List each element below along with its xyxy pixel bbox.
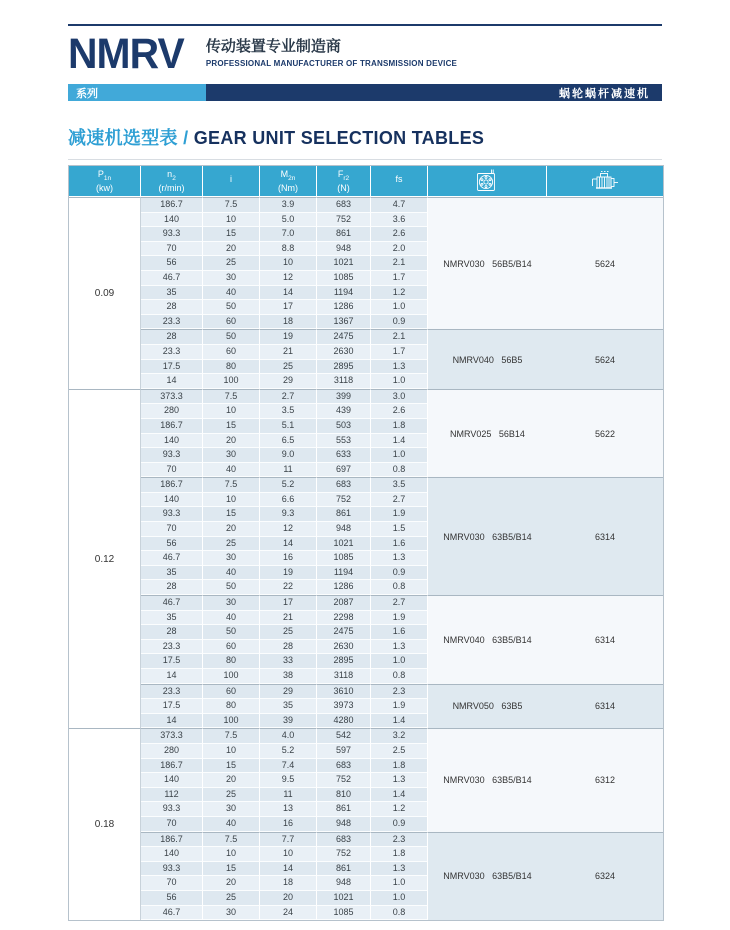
torque-cell: 14 — [260, 862, 317, 877]
speed-cell: 14 — [141, 714, 203, 729]
torque-cell: 8.8 — [260, 242, 317, 257]
ratio-cell: 30 — [203, 802, 260, 817]
speed-cell: 93.3 — [141, 802, 203, 817]
ratio-cell: 7.5 — [203, 728, 260, 744]
torque-cell: 5.1 — [260, 419, 317, 434]
torque-cell: 12 — [260, 522, 317, 537]
gearbox-model-cell: NMRV030 63B5/B14 — [428, 832, 547, 921]
torque-cell: 14 — [260, 286, 317, 301]
torque-cell: 5.0 — [260, 213, 317, 228]
brand-logo: NMRV — [68, 30, 184, 78]
brand-taglines — [206, 31, 457, 68]
radial-load-cell: 948 — [317, 522, 371, 537]
speed-cell: 46.7 — [141, 551, 203, 566]
radial-load-cell: 1085 — [317, 271, 371, 286]
radial-load-cell: 2087 — [317, 595, 371, 611]
speed-cell: 140 — [141, 213, 203, 228]
speed-cell: 46.7 — [141, 595, 203, 611]
radial-load-cell: 752 — [317, 493, 371, 508]
service-factor-cell: 2.7 — [371, 493, 428, 508]
torque-cell: 5.2 — [260, 744, 317, 759]
torque-cell: 6.6 — [260, 493, 317, 508]
ratio-cell: 25 — [203, 891, 260, 906]
service-factor-cell: 4.7 — [371, 197, 428, 213]
torque-cell: 21 — [260, 345, 317, 360]
ratio-cell: 7.5 — [203, 832, 260, 848]
gear-unit-selection-table — [68, 165, 664, 921]
radial-load-cell: 439 — [317, 404, 371, 419]
radial-load-cell: 553 — [317, 434, 371, 449]
torque-cell: 13 — [260, 802, 317, 817]
radial-load-cell: 633 — [317, 448, 371, 463]
speed-cell: 23.3 — [141, 684, 203, 700]
series-bar — [68, 84, 662, 101]
ratio-cell: 10 — [203, 744, 260, 759]
col-header-speed: $n_2$ (r/min) — [141, 166, 203, 197]
ratio-cell: 50 — [203, 329, 260, 345]
series-product-label: 蜗轮蜗杆减速机 — [206, 84, 662, 101]
torque-cell: 12 — [260, 271, 317, 286]
radial-load-cell: 3610 — [317, 684, 371, 700]
ratio-cell: 40 — [203, 817, 260, 832]
ratio-cell: 7.5 — [203, 477, 260, 493]
service-factor-cell: 1.0 — [371, 654, 428, 669]
speed-cell: 56 — [141, 891, 203, 906]
radial-load-cell: 861 — [317, 802, 371, 817]
tagline-en: PROFESSIONAL MANUFACTURER OF TRANSMISSION DEVICE — [205, 59, 458, 68]
torque-cell: 38 — [260, 669, 317, 684]
ratio-cell: 40 — [203, 611, 260, 626]
service-factor-cell: 3.0 — [371, 389, 428, 405]
speed-cell: 28 — [141, 625, 203, 640]
torque-cell: 2.7 — [260, 389, 317, 405]
speed-cell: 23.3 — [141, 315, 203, 330]
torque-cell: 22 — [260, 580, 317, 595]
radial-load-cell: 948 — [317, 817, 371, 832]
service-factor-cell: 2.1 — [371, 329, 428, 345]
service-factor-cell: 1.8 — [371, 419, 428, 434]
service-factor-cell: 0.8 — [371, 669, 428, 684]
speed-cell: 112 — [141, 788, 203, 803]
service-factor-cell: 0.8 — [371, 906, 428, 921]
radial-load-cell: 1194 — [317, 566, 371, 581]
page-title-cn: 减速机选型表 — [68, 128, 178, 148]
speed-cell: 140 — [141, 847, 203, 862]
ratio-cell: 80 — [203, 360, 260, 375]
speed-cell: 373.3 — [141, 389, 203, 405]
radial-load-cell: 752 — [317, 213, 371, 228]
table-row — [69, 595, 663, 611]
torque-cell: 7.4 — [260, 759, 317, 774]
service-factor-cell: 1.3 — [371, 773, 428, 788]
page-title: 减速机选型表 / GEAR UNIT SELECTION TABLES — [68, 124, 662, 160]
ratio-cell: 25 — [203, 537, 260, 552]
radial-load-cell: 2475 — [317, 329, 371, 345]
motor-code-cell: 6312 — [547, 728, 663, 831]
service-factor-cell: 1.3 — [371, 551, 428, 566]
ratio-cell: 40 — [203, 463, 260, 478]
service-factor-cell: 3.5 — [371, 477, 428, 493]
service-factor-cell: 3.2 — [371, 728, 428, 744]
service-factor-cell: 1.4 — [371, 714, 428, 729]
table-row — [69, 832, 663, 848]
torque-cell: 20 — [260, 891, 317, 906]
table-row — [69, 477, 663, 493]
radial-load-cell: 948 — [317, 876, 371, 891]
ratio-cell: 80 — [203, 654, 260, 669]
ratio-cell: 10 — [203, 213, 260, 228]
radial-load-cell: 861 — [317, 227, 371, 242]
torque-cell: 24 — [260, 906, 317, 921]
torque-cell: 18 — [260, 876, 317, 891]
col-header-ratio: i — [203, 166, 260, 197]
torque-cell: 4.0 — [260, 728, 317, 744]
radial-load-cell: 861 — [317, 507, 371, 522]
ratio-cell: 25 — [203, 788, 260, 803]
service-factor-cell: 2.1 — [371, 256, 428, 271]
service-factor-cell: 1.8 — [371, 847, 428, 862]
torque-cell: 9.0 — [260, 448, 317, 463]
speed-cell: 35 — [141, 611, 203, 626]
service-factor-cell: 1.5 — [371, 522, 428, 537]
speed-cell: 186.7 — [141, 759, 203, 774]
torque-cell: 16 — [260, 817, 317, 832]
torque-cell: 7.7 — [260, 832, 317, 848]
radial-load-cell: 2298 — [317, 611, 371, 626]
speed-cell: 70 — [141, 522, 203, 537]
service-factor-cell: 1.0 — [371, 891, 428, 906]
service-factor-cell: 2.3 — [371, 684, 428, 700]
tagline-cn: 传动装置专业制造商 — [205, 38, 341, 55]
ratio-cell: 40 — [203, 566, 260, 581]
service-factor-cell: 1.7 — [371, 271, 428, 286]
radial-load-cell: 597 — [317, 744, 371, 759]
ratio-cell: 30 — [203, 271, 260, 286]
radial-load-cell: 2895 — [317, 360, 371, 375]
radial-load-cell: 4280 — [317, 714, 371, 729]
speed-cell: 35 — [141, 286, 203, 301]
service-factor-cell: 2.7 — [371, 595, 428, 611]
ratio-cell: 30 — [203, 551, 260, 566]
radial-load-cell: 3973 — [317, 699, 371, 714]
motor-code-cell: 6314 — [547, 684, 663, 729]
radial-load-cell: 1286 — [317, 300, 371, 315]
power-cell: 0.18 — [69, 728, 141, 920]
ratio-cell: 60 — [203, 684, 260, 700]
service-factor-cell: 2.6 — [371, 227, 428, 242]
speed-cell: 46.7 — [141, 906, 203, 921]
ratio-cell: 10 — [203, 404, 260, 419]
service-factor-cell: 2.6 — [371, 404, 428, 419]
table-row — [69, 389, 663, 405]
col-header-gearbox — [428, 166, 547, 197]
speed-cell: 140 — [141, 434, 203, 449]
radial-load-cell: 2630 — [317, 345, 371, 360]
speed-cell: 17.5 — [141, 360, 203, 375]
radial-load-cell: 2475 — [317, 625, 371, 640]
torque-cell: 29 — [260, 684, 317, 700]
speed-cell: 46.7 — [141, 271, 203, 286]
torque-cell: 5.2 — [260, 477, 317, 493]
power-cell: 0.12 — [69, 389, 141, 729]
radial-load-cell: 1021 — [317, 891, 371, 906]
gearbox-model-cell: NMRV050 63B5 — [428, 684, 547, 729]
speed-cell: 280 — [141, 404, 203, 419]
ratio-cell: 60 — [203, 345, 260, 360]
ratio-cell: 15 — [203, 227, 260, 242]
table-row — [69, 329, 663, 345]
radial-load-cell: 697 — [317, 463, 371, 478]
ratio-cell: 80 — [203, 699, 260, 714]
ratio-cell: 15 — [203, 759, 260, 774]
motor-code-cell: 6324 — [547, 832, 663, 921]
ratio-cell: 30 — [203, 906, 260, 921]
table-row — [69, 197, 663, 213]
motor-code-cell: 5624 — [547, 197, 663, 329]
gearbox-model-cell: NMRV025 56B14 — [428, 389, 547, 478]
speed-cell: 93.3 — [141, 507, 203, 522]
motor-code-cell: 5624 — [547, 329, 663, 388]
ratio-cell: 30 — [203, 448, 260, 463]
service-factor-cell: 1.6 — [371, 537, 428, 552]
gearbox-model-cell: NMRV030 63B5/B14 — [428, 728, 547, 831]
ratio-cell: 100 — [203, 714, 260, 729]
service-factor-cell: 3.6 — [371, 213, 428, 228]
radial-load-cell: 1194 — [317, 286, 371, 301]
radial-load-cell: 810 — [317, 788, 371, 803]
motor-code-cell: 6314 — [547, 477, 663, 595]
speed-cell: 14 — [141, 669, 203, 684]
torque-cell: 29 — [260, 374, 317, 389]
radial-load-cell: 1085 — [317, 551, 371, 566]
service-factor-cell: 0.8 — [371, 463, 428, 478]
speed-cell: 14 — [141, 374, 203, 389]
radial-load-cell: 683 — [317, 832, 371, 848]
torque-cell: 6.5 — [260, 434, 317, 449]
torque-cell: 39 — [260, 714, 317, 729]
torque-cell: 3.9 — [260, 197, 317, 213]
speed-cell: 28 — [141, 329, 203, 345]
ratio-cell: 10 — [203, 493, 260, 508]
ratio-cell: 15 — [203, 419, 260, 434]
ratio-cell: 100 — [203, 374, 260, 389]
speed-cell: 70 — [141, 463, 203, 478]
ratio-cell: 25 — [203, 256, 260, 271]
service-factor-cell: 0.9 — [371, 817, 428, 832]
torque-cell: 19 — [260, 566, 317, 581]
ratio-cell: 20 — [203, 434, 260, 449]
ratio-cell: 60 — [203, 315, 260, 330]
service-factor-cell: 0.9 — [371, 566, 428, 581]
ratio-cell: 20 — [203, 242, 260, 257]
col-header-service-factor: fs — [371, 166, 428, 197]
speed-cell: 186.7 — [141, 419, 203, 434]
torque-cell: 10 — [260, 847, 317, 862]
torque-cell: 14 — [260, 537, 317, 552]
ratio-cell: 50 — [203, 625, 260, 640]
service-factor-cell: 1.9 — [371, 507, 428, 522]
torque-cell: 25 — [260, 625, 317, 640]
gearbox-icon — [475, 169, 499, 193]
ratio-cell: 100 — [203, 669, 260, 684]
speed-cell: 93.3 — [141, 862, 203, 877]
torque-cell: 7.0 — [260, 227, 317, 242]
torque-cell: 35 — [260, 699, 317, 714]
radial-load-cell: 503 — [317, 419, 371, 434]
torque-cell: 11 — [260, 788, 317, 803]
radial-load-cell: 1021 — [317, 537, 371, 552]
radial-load-cell: 1085 — [317, 906, 371, 921]
col-header-radial-load: $F_{r2}$ (N) — [317, 166, 371, 197]
service-factor-cell: 1.9 — [371, 699, 428, 714]
selection-table-body — [69, 197, 663, 920]
radial-load-cell: 752 — [317, 847, 371, 862]
radial-load-cell: 542 — [317, 728, 371, 744]
table-row — [69, 684, 663, 700]
service-factor-cell: 1.0 — [371, 448, 428, 463]
speed-cell: 186.7 — [141, 832, 203, 848]
gearbox-model-cell: NMRV040 63B5/B14 — [428, 595, 547, 684]
ratio-cell: 50 — [203, 300, 260, 315]
torque-cell: 16 — [260, 551, 317, 566]
table-row — [69, 728, 663, 744]
ratio-cell: 15 — [203, 507, 260, 522]
series-label: 系列 — [68, 84, 206, 101]
col-header-motor — [547, 166, 663, 197]
table-header-row — [69, 166, 663, 197]
radial-load-cell: 1286 — [317, 580, 371, 595]
service-factor-cell: 1.0 — [371, 876, 428, 891]
torque-cell: 9.5 — [260, 773, 317, 788]
radial-load-cell: 2630 — [317, 640, 371, 655]
torque-cell: 11 — [260, 463, 317, 478]
speed-cell: 28 — [141, 300, 203, 315]
brand-header — [68, 26, 662, 81]
service-factor-cell: 0.9 — [371, 315, 428, 330]
service-factor-cell: 1.3 — [371, 640, 428, 655]
speed-cell: 23.3 — [141, 640, 203, 655]
service-factor-cell: 1.2 — [371, 286, 428, 301]
service-factor-cell: 1.9 — [371, 611, 428, 626]
motor-code-cell: 6314 — [547, 595, 663, 684]
torque-cell: 28 — [260, 640, 317, 655]
ratio-cell: 15 — [203, 862, 260, 877]
service-factor-cell: 1.7 — [371, 345, 428, 360]
radial-load-cell: 752 — [317, 773, 371, 788]
radial-load-cell: 399 — [317, 389, 371, 405]
page-title-en: GEAR UNIT SELECTION TABLES — [193, 128, 485, 148]
speed-cell: 280 — [141, 744, 203, 759]
torque-cell: 18 — [260, 315, 317, 330]
speed-cell: 93.3 — [141, 448, 203, 463]
speed-cell: 70 — [141, 817, 203, 832]
speed-cell: 186.7 — [141, 477, 203, 493]
torque-cell: 33 — [260, 654, 317, 669]
service-factor-cell: 1.8 — [371, 759, 428, 774]
radial-load-cell: 3118 — [317, 669, 371, 684]
speed-cell: 70 — [141, 242, 203, 257]
service-factor-cell: 1.2 — [371, 802, 428, 817]
gearbox-model-cell: NMRV040 56B5 — [428, 329, 547, 388]
col-header-power: $P_{1n}$ (kw) — [69, 166, 141, 197]
torque-cell: 21 — [260, 611, 317, 626]
motor-code-cell: 5622 — [547, 389, 663, 478]
service-factor-cell: 1.4 — [371, 434, 428, 449]
radial-load-cell: 2895 — [317, 654, 371, 669]
motor-icon — [588, 169, 622, 193]
torque-cell: 9.3 — [260, 507, 317, 522]
service-factor-cell: 0.8 — [371, 580, 428, 595]
speed-cell: 140 — [141, 493, 203, 508]
power-cell: 0.09 — [69, 197, 141, 389]
radial-load-cell: 948 — [317, 242, 371, 257]
ratio-cell: 40 — [203, 286, 260, 301]
ratio-cell: 20 — [203, 522, 260, 537]
ratio-cell: 50 — [203, 580, 260, 595]
ratio-cell: 20 — [203, 876, 260, 891]
torque-cell: 19 — [260, 329, 317, 345]
service-factor-cell: 1.3 — [371, 862, 428, 877]
radial-load-cell: 1021 — [317, 256, 371, 271]
speed-cell: 93.3 — [141, 227, 203, 242]
speed-cell: 373.3 — [141, 728, 203, 744]
gearbox-model-cell: NMRV030 63B5/B14 — [428, 477, 547, 595]
torque-cell: 17 — [260, 595, 317, 611]
speed-cell: 70 — [141, 876, 203, 891]
radial-load-cell: 3118 — [317, 374, 371, 389]
speed-cell: 56 — [141, 256, 203, 271]
speed-cell: 186.7 — [141, 197, 203, 213]
speed-cell: 17.5 — [141, 654, 203, 669]
radial-load-cell: 683 — [317, 477, 371, 493]
torque-cell: 25 — [260, 360, 317, 375]
ratio-cell: 7.5 — [203, 389, 260, 405]
radial-load-cell: 1367 — [317, 315, 371, 330]
gearbox-model-cell: NMRV030 56B5/B14 — [428, 197, 547, 329]
torque-cell: 10 — [260, 256, 317, 271]
torque-cell: 3.5 — [260, 404, 317, 419]
service-factor-cell: 1.0 — [371, 300, 428, 315]
speed-cell: 28 — [141, 580, 203, 595]
ratio-cell: 10 — [203, 847, 260, 862]
ratio-cell: 30 — [203, 595, 260, 611]
ratio-cell: 60 — [203, 640, 260, 655]
radial-load-cell: 861 — [317, 862, 371, 877]
speed-cell: 35 — [141, 566, 203, 581]
service-factor-cell: 1.3 — [371, 360, 428, 375]
radial-load-cell: 683 — [317, 197, 371, 213]
service-factor-cell: 1.6 — [371, 625, 428, 640]
service-factor-cell: 2.3 — [371, 832, 428, 848]
service-factor-cell: 2.0 — [371, 242, 428, 257]
service-factor-cell: 2.5 — [371, 744, 428, 759]
ratio-cell: 7.5 — [203, 197, 260, 213]
speed-cell: 17.5 — [141, 699, 203, 714]
ratio-cell: 20 — [203, 773, 260, 788]
radial-load-cell: 683 — [317, 759, 371, 774]
speed-cell: 23.3 — [141, 345, 203, 360]
service-factor-cell: 1.4 — [371, 788, 428, 803]
service-factor-cell: 1.0 — [371, 374, 428, 389]
col-header-torque: $M_{2n}$ (Nm) — [260, 166, 317, 197]
speed-cell: 56 — [141, 537, 203, 552]
torque-cell: 17 — [260, 300, 317, 315]
speed-cell: 140 — [141, 773, 203, 788]
